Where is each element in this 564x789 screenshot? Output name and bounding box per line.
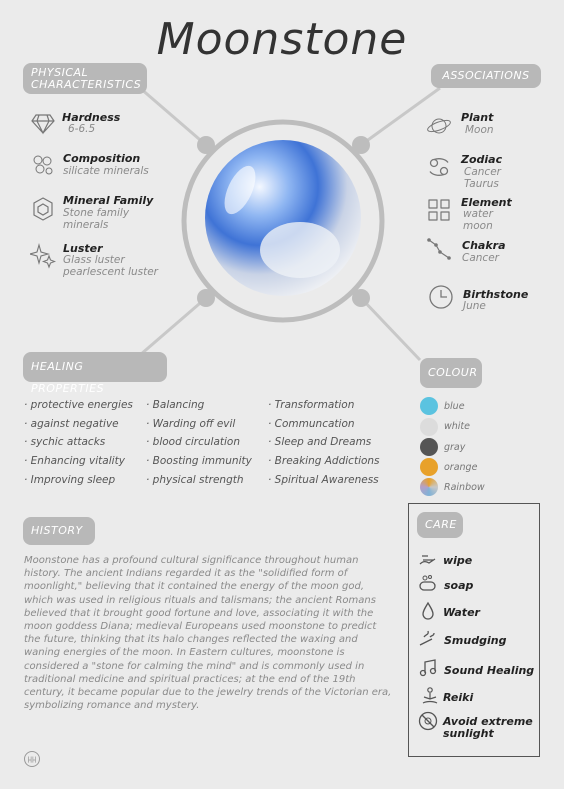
planet-icon <box>426 113 452 139</box>
luster-value: Glass luster pearlescent luster <box>63 254 159 278</box>
care-label: Reiki <box>443 691 474 704</box>
constellation-icon <box>426 236 452 262</box>
smudging-icon <box>418 629 438 649</box>
connector-line-top-left <box>140 88 206 145</box>
colour-header: COLOUR <box>420 358 482 388</box>
colour-swatch-blue <box>420 397 438 415</box>
care-label: Avoid extreme sunlight <box>443 715 533 740</box>
chakra-label: Chakra <box>462 239 506 252</box>
healing-item: · Balancing <box>146 399 205 411</box>
healing-item: · physical strength <box>146 474 244 486</box>
healing-properties-header: HEALING PROPERTIES <box>23 352 167 382</box>
colour-swatch-rainbow <box>420 478 438 496</box>
colour-label: white <box>444 421 470 432</box>
healing-item: · Enhancing vitality <box>24 455 125 467</box>
healing-item: · Sleep and Dreams <box>268 436 372 448</box>
luster-label: Luster <box>63 242 103 255</box>
healing-item: · Transformation <box>268 399 355 411</box>
history-header: HISTORY <box>23 517 95 545</box>
birthstone-value: June <box>463 300 486 312</box>
colour-label: blue <box>444 401 465 412</box>
element-icon <box>426 197 452 223</box>
water-drop-icon <box>418 601 438 621</box>
diamond-icon <box>30 110 56 136</box>
composition-label: Composition <box>63 152 141 165</box>
zodiac-value: Cancer Taurus <box>464 166 501 190</box>
sparkle-icon <box>30 243 56 269</box>
composition-value: silicate minerals <box>63 165 149 177</box>
plant-value: Moon <box>465 124 494 136</box>
care-label: Smudging <box>444 634 507 647</box>
healing-item: · protective energies <box>24 399 133 411</box>
colour-swatch-orange <box>420 458 438 476</box>
healing-item: · Improving sleep <box>24 474 116 486</box>
hardness-label: Hardness <box>62 111 121 124</box>
no-sun-icon <box>418 711 438 731</box>
healing-item: · Breaking Addictions <box>268 455 380 467</box>
history-text: Moonstone has a profound cultural significance throughout human history. The ancient Indians regarded it as the "solidified form of moonlight," believing that it contained the energy of the moon god, which was used in religious rituals and talismans; the ancient Romans believed that it brought good fortune and love, associating it with the moon goddess Diana; medieval Europeans used moonstone to predict the future, thinking that its halo changes reflected the waxing and waning energies of the moon. In Eastern cultures, moonstone is considered a "stone for calming the mind" and is commonly used in traditional medicine and spiritual practices; at the end of the 19th century, it became popular due to the jewelry trends of the Victorian era, symbolizing romance and mystery. <box>24 555 392 712</box>
clock-icon <box>428 284 454 310</box>
colour-swatch-white <box>420 418 438 436</box>
healing-item: · Spiritual Awareness <box>268 474 379 486</box>
healing-item: · Boosting immunity <box>146 455 252 467</box>
care-label: Water <box>443 606 480 619</box>
connector-line-bottom-right <box>361 298 420 360</box>
associations-header: ASSOCIATIONS <box>431 64 541 88</box>
element-label: Element <box>461 196 512 209</box>
healing-item: · blood circulation <box>146 436 241 448</box>
ring-node <box>352 136 370 154</box>
healing-item: · against negative <box>24 418 119 430</box>
hexagon-icon <box>30 196 56 222</box>
colour-label: gray <box>444 442 466 453</box>
ring-node <box>197 289 215 307</box>
page-title: Moonstone <box>156 14 408 65</box>
physical-characteristics-header: PHYSICAL CHARACTERISTICS <box>23 63 147 94</box>
chakra-value: Cancer <box>462 252 499 264</box>
mineral-family-value: Stone family minerals <box>63 207 130 231</box>
birthstone-label: Birthstone <box>463 288 529 301</box>
music-note-icon <box>418 658 438 678</box>
care-header: CARE <box>417 512 463 538</box>
mineral-family-label: Mineral Family <box>63 194 154 207</box>
cancer-zodiac-icon <box>426 154 452 180</box>
colour-label: Rainbow <box>444 482 485 493</box>
connector-line-bottom-left <box>140 298 206 355</box>
plant-label: Plant <box>461 111 494 124</box>
healing-item: · Warding off evil <box>146 418 236 430</box>
ring-node <box>197 136 215 154</box>
healing-item: · Communcation <box>268 418 355 430</box>
zodiac-label: Zodiac <box>461 153 503 166</box>
hardness-value: 6-6.5 <box>68 123 96 135</box>
care-label: soap <box>444 579 474 592</box>
care-label: wipe <box>443 554 473 567</box>
molecule-icon <box>30 152 56 178</box>
soap-icon <box>418 574 438 594</box>
ring-node <box>352 289 370 307</box>
healing-item: · sychic attacks <box>24 436 106 448</box>
wipe-icon <box>418 550 438 570</box>
colour-label: orange <box>444 462 478 473</box>
colour-swatch-gray <box>420 438 438 456</box>
care-label: Sound Healing <box>444 664 535 677</box>
logo-icon <box>24 751 40 767</box>
element-value: water moon <box>463 208 493 232</box>
meditation-icon <box>420 686 440 706</box>
